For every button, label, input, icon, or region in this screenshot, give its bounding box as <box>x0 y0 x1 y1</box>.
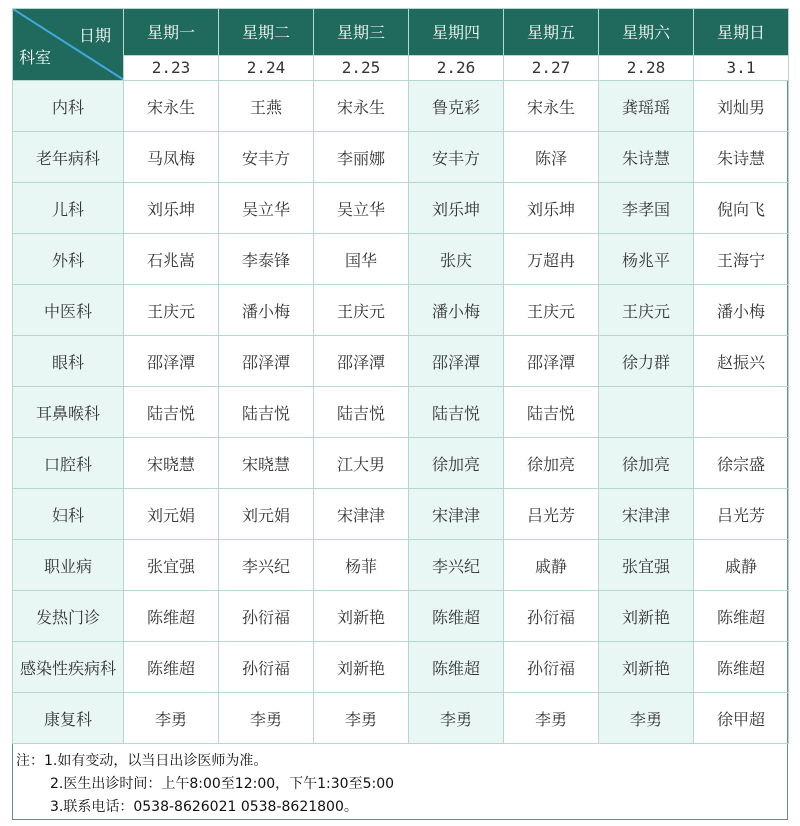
doctor-cell-wed: 李勇 <box>314 693 409 744</box>
doctor-cell-sat: 刘新艳 <box>599 591 694 642</box>
doctor-cell-sun: 赵振兴 <box>694 336 789 387</box>
roster-body <box>13 81 789 744</box>
date-sat: 2.28 <box>599 55 694 80</box>
doctor-cell-wed: 宋津津 <box>314 489 409 540</box>
note-line-3: 3.联系电话：0538-8626021 0538-8621800。 <box>50 799 358 815</box>
doctor-cell-fri: 孙衍福 <box>504 642 599 693</box>
table-row <box>13 234 789 285</box>
department-cell: 眼科 <box>13 336 124 387</box>
department-cell: 耳鼻喉科 <box>13 387 124 438</box>
doctor-cell-sun: 徐宗盛 <box>694 438 789 489</box>
doctor-cell-tue: 孙衍福 <box>219 591 314 642</box>
doctor-cell-tue: 邵泽潭 <box>219 336 314 387</box>
date-sun: 3.1 <box>694 55 789 80</box>
doctor-cell-tue: 陆吉悦 <box>219 387 314 438</box>
doctor-cell-fri: 陈泽 <box>504 132 599 183</box>
doctor-cell-sat: 朱诗慧 <box>599 132 694 183</box>
doctor-cell-fri: 戚静 <box>504 540 599 591</box>
doctor-cell-sat: 徐力群 <box>599 336 694 387</box>
doctor-cell-tue: 李兴纪 <box>219 540 314 591</box>
department-cell: 职业病 <box>13 540 124 591</box>
doctor-cell-tue: 刘元娟 <box>219 489 314 540</box>
table-row <box>13 183 789 234</box>
department-cell: 感染性疾病科 <box>13 642 124 693</box>
date-fri: 2.27 <box>504 55 599 80</box>
doctor-cell-thu: 邵泽潭 <box>409 336 504 387</box>
doctor-cell-mon: 宋晓慧 <box>124 438 219 489</box>
doctor-cell-wed: 刘新艳 <box>314 591 409 642</box>
doctor-cell-sun: 戚静 <box>694 540 789 591</box>
doctor-cell-tue: 宋晓慧 <box>219 438 314 489</box>
doctor-cell-tue: 吴立华 <box>219 183 314 234</box>
day-header-sat: 星期六 <box>599 9 694 56</box>
department-cell: 中医科 <box>13 285 124 336</box>
doctor-cell-thu: 陆吉悦 <box>409 387 504 438</box>
doctor-cell-sat: 徐加亮 <box>599 438 694 489</box>
day-header-thu: 星期四 <box>409 9 504 56</box>
doctor-cell-fri: 宋永生 <box>504 81 599 132</box>
doctor-cell-tue: 孙衍福 <box>219 642 314 693</box>
doctor-cell-thu: 陈维超 <box>409 591 504 642</box>
doctor-cell-mon: 陈维超 <box>124 642 219 693</box>
doctor-cell-thu: 刘乐坤 <box>409 183 504 234</box>
doctor-cell-fri: 刘乐坤 <box>504 183 599 234</box>
doctor-cell-mon: 陆吉悦 <box>124 387 219 438</box>
doctor-cell-mon: 石兆嵩 <box>124 234 219 285</box>
doctor-cell-sat <box>599 387 694 438</box>
date-tue: 2.24 <box>219 55 314 80</box>
doctor-cell-sun: 陈维超 <box>694 642 789 693</box>
table-row <box>13 387 789 438</box>
doctor-cell-sat: 李孝国 <box>599 183 694 234</box>
department-cell: 外科 <box>13 234 124 285</box>
doctor-cell-wed: 江大男 <box>314 438 409 489</box>
doctor-cell-wed: 吴立华 <box>314 183 409 234</box>
doctor-cell-sat: 杨兆平 <box>599 234 694 285</box>
doctor-cell-wed: 王庆元 <box>314 285 409 336</box>
doctor-cell-sun: 王海宁 <box>694 234 789 285</box>
department-cell: 老年病科 <box>13 132 124 183</box>
department-cell: 儿科 <box>13 183 124 234</box>
date-thu: 2.26 <box>409 55 504 80</box>
table-row <box>13 132 789 183</box>
table-row <box>13 693 789 744</box>
doctor-cell-tue: 王燕 <box>219 81 314 132</box>
doctor-cell-thu: 陈维超 <box>409 642 504 693</box>
doctor-cell-thu: 鲁克彩 <box>409 81 504 132</box>
doctor-cell-tue: 李泰锋 <box>219 234 314 285</box>
department-cell: 康复科 <box>13 693 124 744</box>
doctor-cell-mon: 邵泽潭 <box>124 336 219 387</box>
doctor-cell-thu: 李兴纪 <box>409 540 504 591</box>
doctor-cell-sun: 朱诗慧 <box>694 132 789 183</box>
doctor-cell-sun: 潘小梅 <box>694 285 789 336</box>
corner-date-label: 日期 <box>78 26 111 45</box>
doctor-cell-mon: 刘乐坤 <box>124 183 219 234</box>
table-row <box>13 81 789 132</box>
doctor-cell-thu: 宋津津 <box>409 489 504 540</box>
table-row <box>13 438 789 489</box>
doctor-cell-wed: 陆吉悦 <box>314 387 409 438</box>
day-header-fri: 星期五 <box>504 9 599 56</box>
doctor-cell-fri: 陆吉悦 <box>504 387 599 438</box>
doctor-cell-fri: 邵泽潭 <box>504 336 599 387</box>
corner-dept-label: 科室 <box>19 48 52 67</box>
duty-roster-table <box>12 8 789 744</box>
doctor-cell-sat: 刘新艳 <box>599 642 694 693</box>
day-header-sun: 星期日 <box>694 9 789 56</box>
doctor-cell-wed: 邵泽潭 <box>314 336 409 387</box>
doctor-cell-wed: 杨菲 <box>314 540 409 591</box>
table-row <box>13 540 789 591</box>
doctor-cell-sun: 吕光芳 <box>694 489 789 540</box>
doctor-cell-mon: 张宜强 <box>124 540 219 591</box>
table-row <box>13 642 789 693</box>
department-cell: 妇科 <box>13 489 124 540</box>
doctor-cell-wed: 刘新艳 <box>314 642 409 693</box>
doctor-cell-mon: 王庆元 <box>124 285 219 336</box>
doctor-cell-sun: 倪向飞 <box>694 183 789 234</box>
doctor-cell-fri: 李勇 <box>504 693 599 744</box>
note-line-1: 注：1.如有变动，以当日出诊医师为准。 <box>16 753 268 769</box>
doctor-cell-mon: 刘元娟 <box>124 489 219 540</box>
doctor-cell-sun: 徐甲超 <box>694 693 789 744</box>
date-wed: 2.25 <box>314 55 409 80</box>
table-row <box>13 591 789 642</box>
table-row <box>13 489 789 540</box>
doctor-cell-thu: 李勇 <box>409 693 504 744</box>
header-day-row <box>13 9 789 56</box>
doctor-cell-mon: 马凤梅 <box>124 132 219 183</box>
doctor-cell-sat: 张宜强 <box>599 540 694 591</box>
day-header-mon: 星期一 <box>124 9 219 56</box>
doctor-cell-thu: 张庆 <box>409 234 504 285</box>
table-row <box>13 285 789 336</box>
doctor-cell-fri: 徐加亮 <box>504 438 599 489</box>
department-cell: 口腔科 <box>13 438 124 489</box>
table-row <box>13 336 789 387</box>
doctor-cell-sat: 宋津津 <box>599 489 694 540</box>
date-mon: 2.23 <box>124 55 219 80</box>
doctor-cell-sun <box>694 387 789 438</box>
doctor-cell-wed: 国华 <box>314 234 409 285</box>
doctor-cell-fri: 孙衍福 <box>504 591 599 642</box>
note-line-2: 2.医生出诊时间：上午8:00至12:00，下午1:30至5:00 <box>50 776 395 792</box>
day-header-tue: 星期二 <box>219 9 314 56</box>
doctor-cell-tue: 潘小梅 <box>219 285 314 336</box>
doctor-cell-mon: 李勇 <box>124 693 219 744</box>
doctor-cell-mon: 宋永生 <box>124 81 219 132</box>
doctor-cell-thu: 徐加亮 <box>409 438 504 489</box>
doctor-cell-mon: 陈维超 <box>124 591 219 642</box>
corner-header-cell <box>13 9 124 81</box>
doctor-cell-sat: 龚瑶瑶 <box>599 81 694 132</box>
doctor-cell-thu: 潘小梅 <box>409 285 504 336</box>
doctor-cell-sun: 刘灿男 <box>694 81 789 132</box>
doctor-cell-tue: 安丰方 <box>219 132 314 183</box>
doctor-cell-wed: 李丽娜 <box>314 132 409 183</box>
doctor-cell-tue: 李勇 <box>219 693 314 744</box>
notes-section <box>12 744 788 820</box>
department-cell: 发热门诊 <box>13 591 124 642</box>
doctor-cell-sat: 王庆元 <box>599 285 694 336</box>
doctor-cell-fri: 吕光芳 <box>504 489 599 540</box>
header-date-row <box>13 55 789 80</box>
doctor-cell-sun: 陈维超 <box>694 591 789 642</box>
doctor-cell-sat: 李勇 <box>599 693 694 744</box>
doctor-cell-wed: 宋永生 <box>314 81 409 132</box>
doctor-cell-fri: 万超冉 <box>504 234 599 285</box>
day-header-wed: 星期三 <box>314 9 409 56</box>
doctor-cell-fri: 王庆元 <box>504 285 599 336</box>
doctor-cell-thu: 安丰方 <box>409 132 504 183</box>
department-cell: 内科 <box>13 81 124 132</box>
